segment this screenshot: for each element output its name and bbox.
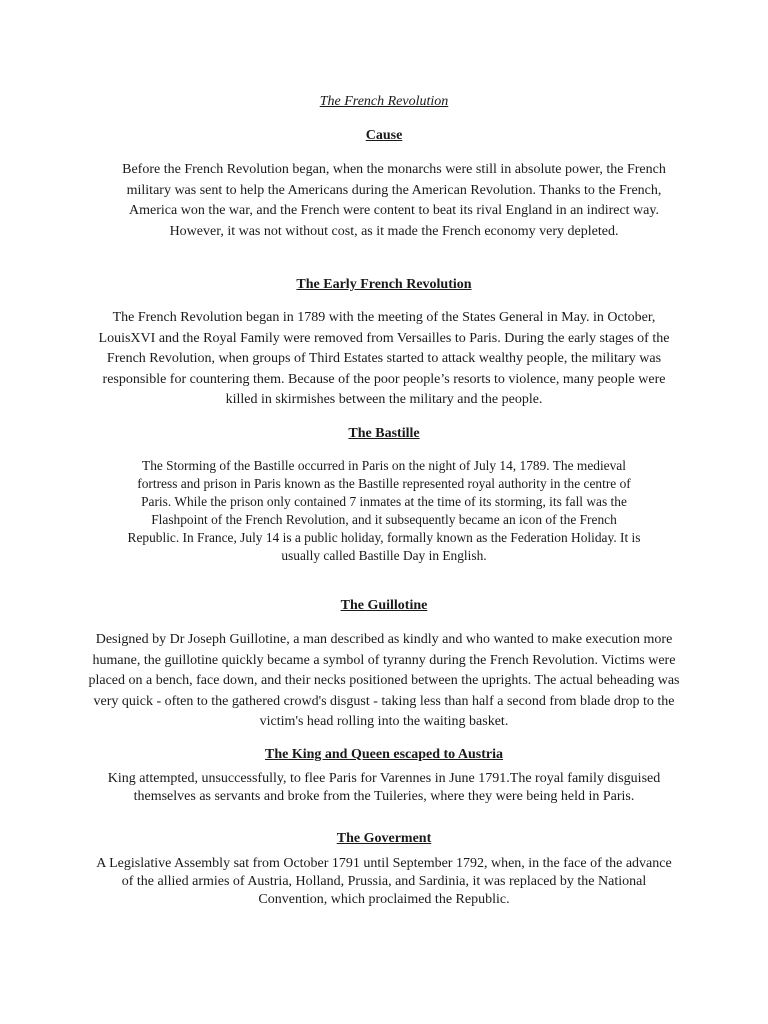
section-body-king-queen: King attempted, unsuccessfully, to flee Paris for Varennes in June 1791.The royal family disguised themselves as servants and broke from the Tuileries, where they were being held in Paris.	[107, 771, 661, 804]
section-body-guillotine: Designed by Dr Joseph Guillotine, a man described as kindly and who wanted to make execution more humane, the guillotine quickly became a symbol of tyranny during the French Revolution. Victims were placed on a bench, face down, and their necks positioned between the uprights. The actual beheading was very quick - often to the gathered crowd's disgust - taking less than half a second from blade drop to the victim's head rolling into the waiting basket.	[88, 632, 680, 730]
section-heading-guillotine: The Guillotine	[340, 598, 428, 613]
section-heading-early-revolution: The Early French Revolution	[296, 277, 472, 292]
section-heading-cause: Cause	[365, 128, 403, 143]
section-heading-government: The Goverment	[336, 831, 432, 846]
section-heading-bastille: The Bastille	[348, 426, 420, 441]
section-body-government: A Legislative Assembly sat from October 1791 until September 1792, when, in the face of the advance of the allied armies of Austria, Holland, Prussia, and Sardinia, it was replaced by the National Convention, which proclaimed the Republic.	[96, 856, 672, 907]
document-title: The French Revolution	[319, 94, 449, 109]
section-body-bastille: The Storming of the Bastille occurred in Paris on the night of July 14, 1789. The medieval fortress and prison in Paris known as the Bastille represented royal authority in the centre of Paris. While the prison only contained 7 inmates at the time of its storming, its fall was the Flashpoint of the French Revolution, and it subsequently became an icon of the French Republic. In France, July 14 is a public holiday, formally known as the Federation Holiday. It is usually called Bastille Day in English.	[127, 458, 641, 563]
section-body-early-revolution: The French Revolution began in 1789 with the meeting of the States General in May. in October, LouisXVI and the Royal Family were removed from Versailles to Paris. During the early stages of the French Revolution, when groups of Third Estates started to attack wealthy people, the military was responsible for countering them. Because of the poor people’s resorts to violence, many people were killed in skirmishes between the military and the people.	[98, 310, 670, 408]
section-heading-king-queen: The King and Queen escaped to Austria	[264, 747, 504, 762]
section-body-cause: Before the French Revolution began, when the monarchs were still in absolute power, the French military was sent to help the Americans during the American Revolution. Thanks to the French, America won the war, and the French were content to beat its rival England in an indirect way. However, it was not without cost, as it made the French economy very depleted.	[122, 162, 666, 239]
